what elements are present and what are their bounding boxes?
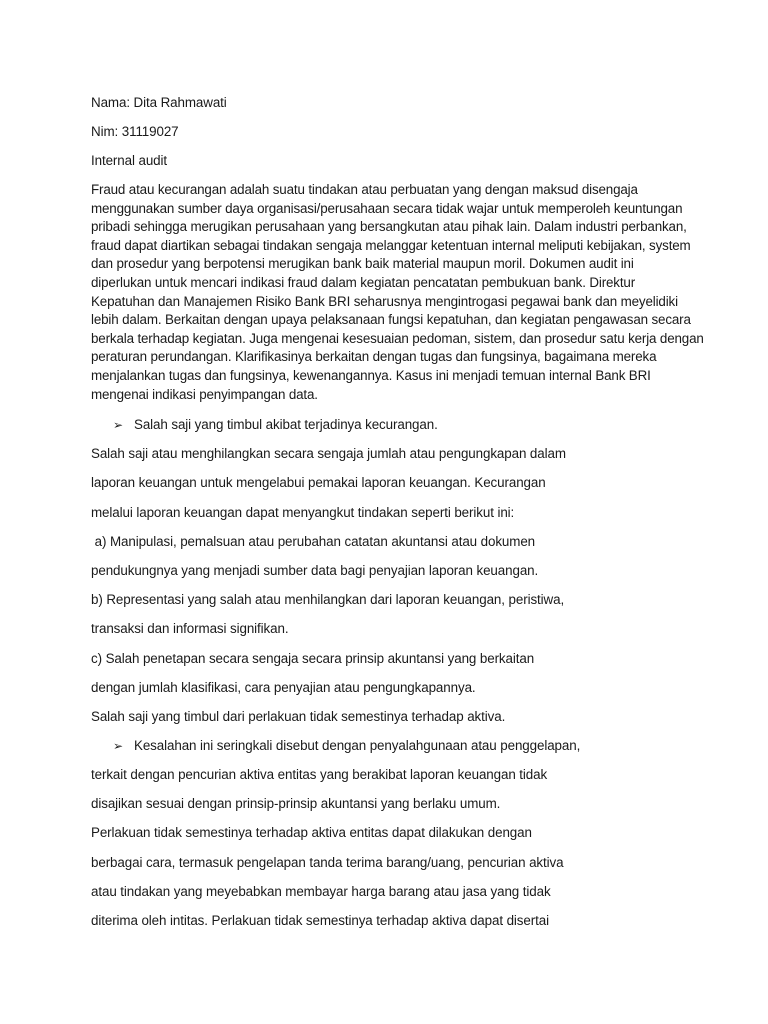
body-line: terkait dengan pencurian aktiva entitas yang berakibat laporan keuangan tidak (91, 767, 548, 782)
arrow-bullet-icon: ➢ (113, 739, 124, 753)
body-line: diterima oleh intitas. Perlakuan tidak semestinya terhadap aktiva dapat disertai (91, 913, 549, 928)
arrow-bullet-icon: ➢ (113, 418, 124, 432)
document-subject: Internal audit (91, 153, 168, 168)
body-line: Salah saji yang timbul dari perlakuan tidak semestinya terhadap aktiva. (91, 709, 506, 724)
body-line: transaksi dan informasi signifikan. (91, 621, 289, 636)
paragraph-line: diperlukan untuk mencari indikasi fraud dalam kegiatan pencatatan pembukuan bank. Direktur (91, 274, 636, 290)
body-line: disajikan sesuai dengan prinsip-prinsip akuntansi yang berlaku umum. (91, 796, 501, 811)
body-line: pendukungnya yang menjadi sumber data bagi penyajian laporan keuangan. (91, 563, 539, 578)
body-line: Salah saji atau menghilangkan secara sengaja jumlah atau pengungkapan dalam (91, 446, 566, 461)
paragraph-line: peraturan perundangan. Klarifikasinya berkaitan dengan tugas dan fungsinya, bagaimana mereka (91, 349, 657, 365)
bullet-heading-1: Salah saji yang timbul akibat terjadinya kecurangan. (134, 417, 438, 432)
paragraph-line: berkala terhadap kegiatan. Juga mengenai kesesuaian pedoman, sistem, dan prosedur satu kerja dengan (91, 330, 704, 346)
paragraph-line: lebih dalam. Berkaitan dengan upaya pelaksanaan fungsi kepatuhan, dan kegiatan pengawasan secara (91, 312, 691, 328)
student-nim: Nim: 31119027 (91, 124, 179, 139)
body-line: dengan jumlah klasifikasi, cara penyajian atau pengungkapannya. (91, 680, 476, 695)
body-line: laporan keuangan untuk mengelabui pemakai laporan keuangan. Kecurangan (91, 475, 546, 490)
paragraph-line: pribadi sehingga merugikan perusahaan yang bersangkutan atau pihak lain. Dalam industri perbankan, (91, 219, 687, 235)
paragraph-line: Fraud atau kecurangan adalah suatu tindakan atau perbuatan yang dengan maksud disengaja (91, 182, 638, 197)
paragraph-line: menggunakan sumber daya organisasi/perusahaan secara tidak wajar untuk memperoleh keuntungan (91, 200, 683, 216)
body-line: melalui laporan keuangan dapat menyangkut tindakan seperti berikut ini: (91, 505, 515, 520)
body-line: atau tindakan yang meyebabkan membayar harga barang atau jasa yang tidak (91, 884, 551, 899)
paragraph-line: menjalankan tugas dan fungsinya, kewenangannya. Kasus ini menjadi temuan internal Bank BRI (91, 367, 651, 383)
body-line: berbagai cara, termasuk pengelapan tanda terima barang/uang, pencurian aktiva (91, 855, 564, 870)
list-item-c: c) Salah penetapan secara sengaja secara prinsip akuntansi yang berkaitan (91, 651, 535, 666)
list-item-a: a) Manipulasi, pemalsuan atau perubahan catatan akuntansi atau dokumen (91, 534, 536, 549)
list-item-b: b) Representasi yang salah atau menhilangkan dari laporan keuangan, peristiwa, (91, 592, 565, 607)
paragraph-line: dan prosedur yang berpotensi merugikan bank baik material maupun moril. Dokumen audit ini (91, 256, 634, 272)
paragraph-line: fraud dapat diartikan sebagai tindakan sengaja melanggar ketentuan internal meliputi kebijakan, system (91, 237, 691, 253)
body-line: Perlakuan tidak semestinya terhadap aktiva entitas dapat dilakukan dengan (91, 825, 532, 840)
student-name: Nama: Dita Rahmawati (91, 95, 227, 110)
paragraph-line: Kepatuhan dan Manajemen Risiko Bank BRI seharusnya mengintrogasi pegawai bank dan meyelidiki (91, 293, 678, 309)
intro-paragraph (91, 181, 704, 404)
bullet-heading-2: Kesalahan ini seringkali disebut dengan penyalahgunaan atau penggelapan, (134, 738, 581, 753)
paragraph-line: mengenai indikasi penyimpangan data. (91, 386, 318, 402)
